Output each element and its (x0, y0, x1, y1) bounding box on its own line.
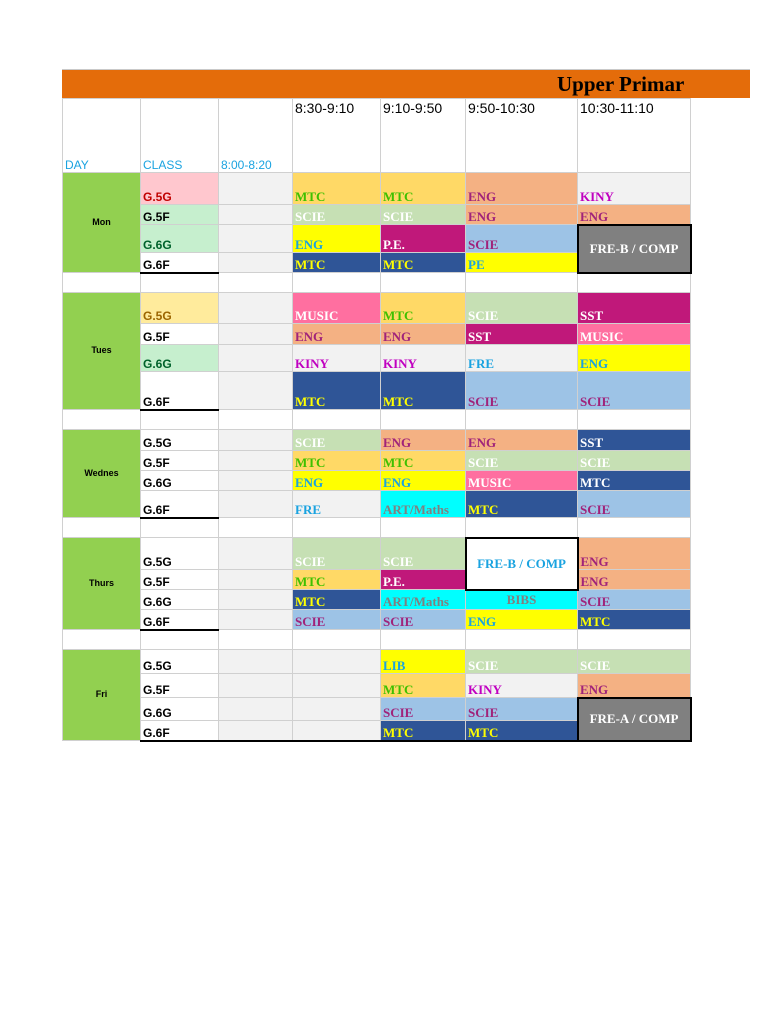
table-row (63, 430, 691, 451)
subject-cell: ENG (381, 471, 466, 491)
class-cell: G.6G (141, 471, 219, 491)
subject-cell: MTC (381, 674, 466, 698)
class-cell: G.6F (141, 610, 219, 630)
subject-cell: SCIE (578, 590, 691, 610)
table-row (63, 491, 691, 518)
header-time-4: 10:30-11:10 (578, 99, 691, 173)
subject-cell: MTC (293, 372, 381, 410)
subject-cell: MTC (466, 721, 578, 741)
slot-cell (293, 721, 381, 741)
class-cell: G.5G (141, 650, 219, 674)
day-label: Fri (63, 650, 141, 741)
class-cell: G.6G (141, 225, 219, 253)
subject-cell: MTC (381, 451, 466, 471)
subject-cell: FRE (466, 345, 578, 372)
table-row (63, 372, 691, 410)
slot-cell (219, 372, 293, 410)
subject-cell: ENG (466, 610, 578, 630)
class-cell: G.5G (141, 173, 219, 205)
slot-cell (219, 570, 293, 590)
subject-cell: MTC (381, 253, 466, 273)
table-row (63, 538, 691, 570)
subject-cell: KINY (578, 173, 691, 205)
subject-cell: ART/Maths (381, 491, 466, 518)
slot-cell (219, 590, 293, 610)
day-label: Tues (63, 293, 141, 410)
table-row (63, 590, 691, 610)
subject-cell: MTC (293, 451, 381, 471)
slot-cell (293, 674, 381, 698)
subject-cell: SST (466, 324, 578, 345)
subject-cell: P.E. (381, 225, 466, 253)
subject-cell: ENG (466, 205, 578, 225)
subject-cell: KINY (466, 674, 578, 698)
table-row (63, 610, 691, 630)
subject-cell: MTC (293, 253, 381, 273)
slot-cell (219, 721, 293, 741)
class-cell: G.5F (141, 570, 219, 590)
subject-cell: ART/Maths (381, 590, 466, 610)
table-row (63, 451, 691, 471)
table-row (63, 205, 691, 225)
subject-cell: ENG (466, 173, 578, 205)
table-row (63, 698, 691, 721)
header-day: DAY (63, 99, 141, 173)
day-label: Mon (63, 173, 141, 273)
subject-cell: MTC (578, 471, 691, 491)
subject-cell: ENG (381, 324, 466, 345)
subject-cell: SCIE (578, 372, 691, 410)
header-time-2: 9:10-9:50 (381, 99, 466, 173)
class-cell: G.5G (141, 293, 219, 324)
subject-cell: FRE-A / COMP (578, 698, 691, 741)
header-class: CLASS (141, 99, 219, 173)
subject-cell: MTC (381, 293, 466, 324)
slot-cell (293, 698, 381, 721)
title-bar (62, 69, 750, 98)
slot-cell (219, 674, 293, 698)
subject-cell: ENG (578, 538, 691, 570)
subject-cell: SCIE (466, 225, 578, 253)
table-row (63, 345, 691, 372)
subject-cell: MUSIC (293, 293, 381, 324)
table-row (63, 471, 691, 491)
subject-cell: SCIE (466, 650, 578, 674)
subject-cell: MTC (578, 610, 691, 630)
day-label: Wednes (63, 430, 141, 518)
slot-cell (219, 225, 293, 253)
subject-cell: P.E. (381, 570, 466, 590)
slot-cell (219, 205, 293, 225)
subject-cell: ENG (293, 225, 381, 253)
table-row (63, 674, 691, 698)
class-cell: G.6G (141, 590, 219, 610)
slot-cell (219, 253, 293, 273)
page-title: Upper Primar (557, 72, 685, 96)
slot-cell (219, 293, 293, 324)
subject-cell: SCIE (578, 451, 691, 471)
subject-cell: ENG (293, 324, 381, 345)
subject-cell: FRE-B / COMP (466, 538, 578, 590)
day-label: Thurs (63, 538, 141, 630)
subject-cell: SCIE (381, 698, 466, 721)
subject-cell: SCIE (466, 698, 578, 721)
slot-cell (219, 610, 293, 630)
slot-cell (219, 451, 293, 471)
subject-cell: ENG (293, 471, 381, 491)
table-row (63, 410, 691, 430)
subject-cell: SCIE (381, 205, 466, 225)
subject-cell: KINY (381, 345, 466, 372)
subject-cell: SCIE (293, 430, 381, 451)
header-time-1: 8:30-9:10 (293, 99, 381, 173)
subject-cell: MUSIC (578, 324, 691, 345)
subject-cell: SCIE (466, 293, 578, 324)
subject-cell: MTC (381, 173, 466, 205)
subject-cell: FRE (293, 491, 381, 518)
class-cell: G.6G (141, 698, 219, 721)
subject-cell: MTC (466, 491, 578, 518)
table-row (63, 173, 691, 205)
subject-cell: SCIE (578, 650, 691, 674)
subject-cell: ENG (578, 345, 691, 372)
subject-cell: MTC (293, 173, 381, 205)
subject-cell: SCIE (293, 538, 381, 570)
class-cell: G.6F (141, 372, 219, 410)
subject-cell: SCIE (293, 610, 381, 630)
class-cell: G.5F (141, 451, 219, 471)
class-cell: G.5G (141, 430, 219, 451)
subject-cell: MUSIC (466, 471, 578, 491)
table-row (63, 630, 691, 650)
slot-cell (219, 345, 293, 372)
class-cell: G.5F (141, 324, 219, 345)
slot-cell (219, 491, 293, 518)
subject-cell: SCIE (293, 205, 381, 225)
subject-cell: ENG (578, 205, 691, 225)
table-row (63, 518, 691, 538)
subject-cell: PE (466, 253, 578, 273)
subject-cell: MTC (293, 590, 381, 610)
subject-cell: BIBS (466, 590, 578, 610)
slot-cell (293, 650, 381, 674)
slot-cell (219, 698, 293, 721)
slot-cell (219, 324, 293, 345)
subject-cell: ENG (578, 674, 691, 698)
subject-cell: SST (578, 430, 691, 451)
subject-cell: MTC (293, 570, 381, 590)
subject-cell: SCIE (381, 610, 466, 630)
subject-cell: SCIE (381, 538, 466, 570)
slot-cell (219, 538, 293, 570)
subject-cell: KINY (293, 345, 381, 372)
slot-cell (219, 650, 293, 674)
table-row (63, 225, 691, 253)
subject-cell: ENG (381, 430, 466, 451)
class-cell: G.6F (141, 253, 219, 273)
table-row (63, 650, 691, 674)
class-cell: G.6F (141, 721, 219, 741)
header-row (63, 99, 691, 173)
table-row (63, 324, 691, 345)
class-cell: G.5G (141, 538, 219, 570)
subject-cell: ENG (578, 570, 691, 590)
slot-cell (219, 471, 293, 491)
header-time-0: 8:00-8:20 (219, 99, 293, 173)
class-cell: G.5F (141, 674, 219, 698)
class-cell: G.6F (141, 491, 219, 518)
subject-cell: MTC (381, 721, 466, 741)
subject-cell: SCIE (578, 491, 691, 518)
subject-cell: FRE-B / COMP (578, 225, 691, 273)
class-cell: G.6G (141, 345, 219, 372)
table-row (63, 570, 691, 590)
subject-cell: MTC (381, 372, 466, 410)
subject-cell: SCIE (466, 451, 578, 471)
subject-cell: SCIE (466, 372, 578, 410)
timetable (62, 98, 692, 742)
slot-cell (219, 173, 293, 205)
slot-cell (219, 430, 293, 451)
header-time-3: 9:50-10:30 (466, 99, 578, 173)
table-row (63, 273, 691, 293)
table-row (63, 293, 691, 324)
class-cell: G.5F (141, 205, 219, 225)
subject-cell: SST (578, 293, 691, 324)
subject-cell: ENG (466, 430, 578, 451)
subject-cell: LIB (381, 650, 466, 674)
